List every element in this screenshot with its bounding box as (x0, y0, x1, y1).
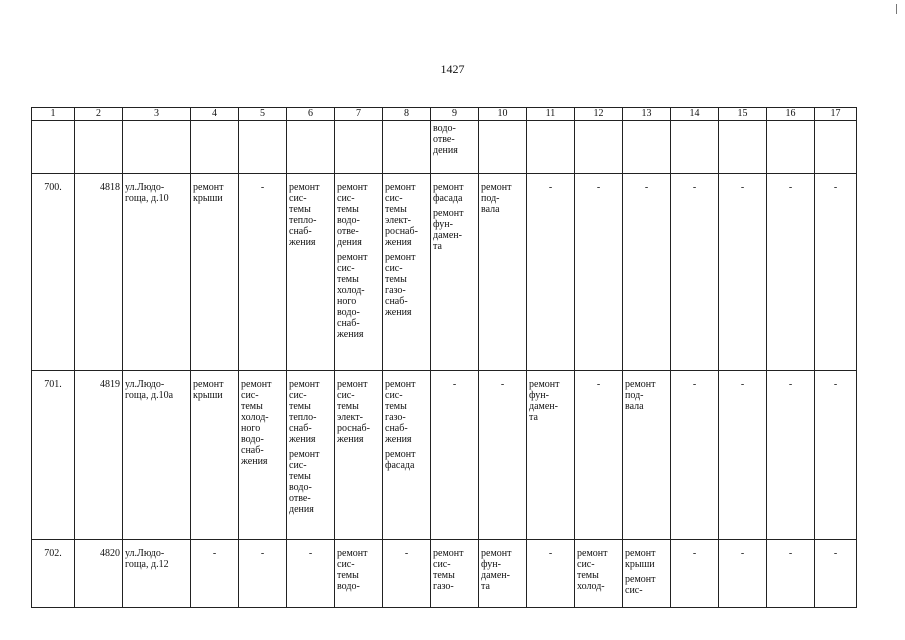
work-entry: водо- отве- дения (433, 123, 458, 156)
work-entry: ремонт сис- темы водо- (337, 548, 368, 592)
table-cell (719, 174, 767, 371)
address-cell: ул.Людо- гоща, д.10 (123, 174, 191, 371)
building-code-cell: 4820 (75, 540, 123, 608)
column-number-header-row (32, 108, 857, 121)
building-code-cell: 4818 (75, 174, 123, 371)
table-cell (431, 371, 479, 540)
table-cell (383, 121, 431, 174)
work-entry: ремонт фасада (433, 182, 464, 204)
table-cell (479, 121, 527, 174)
column-header: 14 (671, 108, 719, 121)
table-cell (431, 174, 479, 371)
row-number-cell: 701. (32, 371, 75, 540)
empty-dash: - (452, 379, 457, 390)
empty-dash: - (788, 548, 793, 559)
table-row (32, 540, 857, 608)
table-cell (287, 540, 335, 608)
work-entry: ремонт крыши (625, 548, 656, 570)
table-cell (575, 371, 623, 540)
table-cell (383, 371, 431, 540)
table-cell (671, 174, 719, 371)
table-cell (623, 371, 671, 540)
empty-dash: - (692, 182, 697, 193)
work-entry: ремонт фун- дамен- та (481, 548, 512, 592)
table-cell (815, 121, 857, 174)
empty-dash: - (260, 182, 265, 193)
table-cell (623, 540, 671, 608)
table-cell (191, 174, 239, 371)
column-header: 5 (239, 108, 287, 121)
empty-dash: - (308, 548, 313, 559)
work-entry: ремонт фун- дамен- та (433, 208, 464, 252)
empty-dash: - (596, 182, 601, 193)
table-cell (239, 371, 287, 540)
work-entry: ремонт сис- темы тепло- снаб- жения (289, 379, 320, 445)
empty-dash: - (692, 548, 697, 559)
table-cell (335, 174, 383, 371)
column-header: 8 (383, 108, 431, 121)
table-cell (191, 121, 239, 174)
table-cell (287, 174, 335, 371)
table-cell (335, 371, 383, 540)
table-cell (767, 174, 815, 371)
empty-dash: - (740, 548, 745, 559)
work-entry: ремонт сис- темы водо- отве- дения (289, 449, 320, 515)
page-edge-mark (896, 4, 899, 14)
column-header: 3 (123, 108, 191, 121)
work-entry: ремонт под- вала (625, 379, 656, 412)
table-cell (767, 121, 815, 174)
column-header: 16 (767, 108, 815, 121)
column-header: 2 (75, 108, 123, 121)
table-cell (815, 371, 857, 540)
empty-dash: - (644, 182, 649, 193)
work-entry: ремонт сис- темы элект- роснаб- жения (385, 182, 418, 248)
table-cell (527, 174, 575, 371)
table-cell (479, 371, 527, 540)
column-header: 4 (191, 108, 239, 121)
table-cell (815, 174, 857, 371)
table-cell (575, 540, 623, 608)
table-cell (431, 540, 479, 608)
work-entry: ремонт сис- темы холод- (577, 548, 608, 592)
work-entry: ремонт сис- темы холод- ного водо- снаб- жения (241, 379, 272, 467)
table-cell (671, 540, 719, 608)
page-number: 1427 (440, 62, 465, 76)
work-entry: ремонт сис- темы газо- (433, 548, 464, 592)
table-cell (623, 174, 671, 371)
work-schedule-table (31, 107, 857, 608)
table-cell (123, 121, 191, 174)
table-cell (431, 121, 479, 174)
column-header: 13 (623, 108, 671, 121)
column-header: 9 (431, 108, 479, 121)
work-entry: ремонт сис- (625, 574, 656, 596)
table-cell (575, 121, 623, 174)
table-cell (239, 174, 287, 371)
building-code-cell: 4819 (75, 371, 123, 540)
table-cell (575, 174, 623, 371)
table-cell (287, 121, 335, 174)
address-cell: ул.Людо- гоща, д.10а (123, 371, 191, 540)
table-cell (239, 540, 287, 608)
work-entry: ремонт фасада (385, 449, 416, 471)
empty-dash: - (596, 379, 601, 390)
empty-dash: - (548, 182, 553, 193)
table-cell (527, 371, 575, 540)
work-entry: ремонт сис- темы элект- роснаб- жения (337, 379, 370, 445)
table-cell (815, 540, 857, 608)
column-header: 1 (32, 108, 75, 121)
table-cell (719, 540, 767, 608)
table-cell (239, 121, 287, 174)
empty-dash: - (260, 548, 265, 559)
work-entry: ремонт фун- дамен- та (529, 379, 560, 423)
table-cell (383, 540, 431, 608)
row-number-cell: 702. (32, 540, 75, 608)
table-cell (32, 121, 75, 174)
empty-dash: - (833, 548, 838, 559)
table-cell (191, 371, 239, 540)
empty-dash: - (833, 379, 838, 390)
table-cell (383, 174, 431, 371)
work-entry: ремонт под- вала (481, 182, 512, 215)
continuation-row (32, 121, 857, 174)
work-entry: ремонт крыши (193, 182, 224, 204)
column-header: 12 (575, 108, 623, 121)
work-entry: ремонт сис- темы холод- ного водо- снаб- жения (337, 252, 368, 340)
column-header: 10 (479, 108, 527, 121)
row-number-cell: 700. (32, 174, 75, 371)
table-cell (287, 371, 335, 540)
empty-dash: - (833, 182, 838, 193)
empty-dash: - (788, 182, 793, 193)
table-cell (191, 540, 239, 608)
work-entry: ремонт крыши (193, 379, 224, 401)
table-cell (719, 121, 767, 174)
empty-dash: - (212, 548, 217, 559)
table-cell (335, 121, 383, 174)
empty-dash: - (788, 379, 793, 390)
empty-dash: - (404, 548, 409, 559)
column-header: 6 (287, 108, 335, 121)
empty-dash: - (692, 379, 697, 390)
address-cell: ул.Людо- гоща, д.12 (123, 540, 191, 608)
table-cell (767, 371, 815, 540)
table-cell (527, 540, 575, 608)
table-cell (335, 540, 383, 608)
column-header: 11 (527, 108, 575, 121)
column-header: 17 (815, 108, 857, 121)
work-entry: ремонт сис- темы газо- снаб- жения (385, 252, 416, 318)
work-entry: ремонт сис- темы водо- отве- дения (337, 182, 368, 248)
column-header: 7 (335, 108, 383, 121)
empty-dash: - (548, 548, 553, 559)
table-cell (671, 121, 719, 174)
empty-dash: - (740, 379, 745, 390)
table-cell (75, 121, 123, 174)
table-cell (479, 174, 527, 371)
table-cell (623, 121, 671, 174)
table-cell (719, 371, 767, 540)
work-entry: ремонт сис- темы тепло- снаб- жения (289, 182, 320, 248)
table-cell (671, 371, 719, 540)
table-row (32, 371, 857, 540)
table-cell (527, 121, 575, 174)
table-row (32, 174, 857, 371)
empty-dash: - (740, 182, 745, 193)
table-cell (767, 540, 815, 608)
work-entry: ремонт сис- темы газо- снаб- жения (385, 379, 416, 445)
empty-dash: - (500, 379, 505, 390)
column-header: 15 (719, 108, 767, 121)
table-cell (479, 540, 527, 608)
